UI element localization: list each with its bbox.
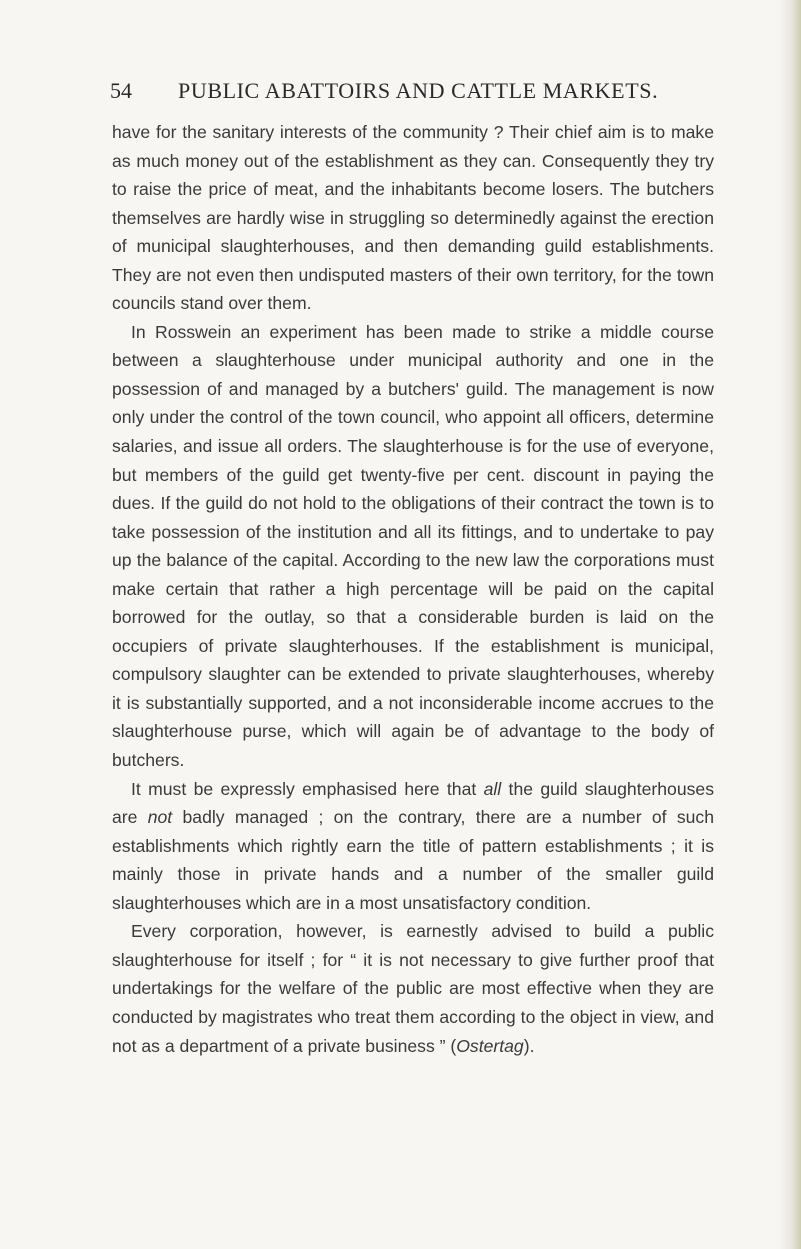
paragraph-3-part-2: the guild slaughterhouses are <box>112 778 714 828</box>
body-text <box>112 118 714 1060</box>
paragraph-3 <box>112 775 714 918</box>
running-title: PUBLIC ABATTOIRS AND CATTLE MARKETS. <box>178 78 659 103</box>
emphasis-all: all <box>483 778 502 799</box>
paragraph-4-part-2: ). <box>523 1035 535 1056</box>
paragraph-3-part-1: It must be expressly emphasised here that <box>131 778 484 799</box>
paragraph-4-part-1: Every corporation, however, is earnestly advised to build a public slaughterhouse for itself ; for “ it is not necessary to give further proof that undertakings for the welfare of the public are most effective when they are conducted by magistrates who treat them according to the object in view, and not as a department of a private business ” ( <box>112 921 714 1056</box>
author-citation: Ostertag <box>456 1035 524 1056</box>
paragraph-2: In Rosswein an experiment has been made to strike a middle course between a slaughterhouse under municipal authority and one in the possession of and managed by a butchers' guild. The management is now only under the control of the town council, who appoint all officers, determine salaries, and issue all orders. The slaughterhouse is for the use of everyone, but members of the guild get twenty-five per cent. discount in paying the dues. If the guild do not hold to the obligations of their contract the town is to take possession of the institution and all its fittings, and to undertake to pay up the balance of the capital. According to the new law the corporations must make certain that rather a high percentage will be paid on the capital borrowed for the outlay, so that a considerable burden is laid on the occupiers of private slaughterhouses. If the establishment is municipal, compulsory slaughter can be extended to private slaughterhouses, whereby it is substantially supported, and a not inconsiderable income accrues to the slaughterhouse purse, which will again be of advantage to the body of butchers. <box>112 321 714 771</box>
paragraph-4 <box>112 917 714 1060</box>
emphasis-not: not <box>147 807 173 828</box>
paragraph-1: have for the sanitary interests of the community ? Their chief aim is to make as much money out of the establishment as they can. Consequently they try to raise the price of meat, and the inhabitants become losers. The butchers themselves are hardly wise in struggling so determinedly against the erection of municipal slaughterhouses, and then demanding guild establishments. They are not even then undisputed masters of their own territory, for the town councils stand over them. <box>112 122 714 314</box>
page-header <box>110 78 710 104</box>
page-number: 54 <box>110 78 132 103</box>
page-edge-shadow <box>779 0 801 1249</box>
paragraph-3-part-3: badly managed ; on the contrary, there are a number of such establishments which rightly earn the title of pattern establishments ; it is mainly those in private hands and a number of the smaller guild slaughterhouses which are in a most unsatisfactory condition. <box>112 807 714 913</box>
